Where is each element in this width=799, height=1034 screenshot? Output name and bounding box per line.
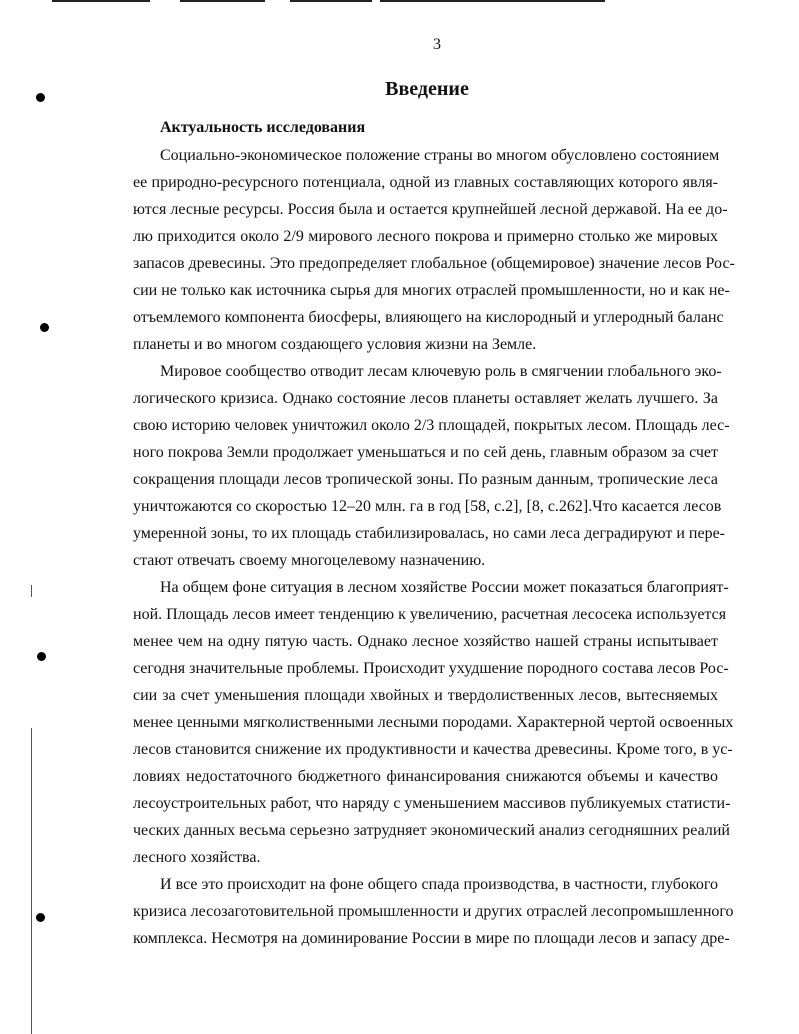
scan-edge-line bbox=[180, 0, 265, 2]
text-line: лю приходится около 2/9 мирового лесного покрова и примерно столько же мировых bbox=[133, 228, 718, 245]
text-line: сии за счет уменьшения площади хвойных и твердолиственных лесов, вытесняемых bbox=[133, 687, 718, 704]
binder-hole-mark bbox=[36, 913, 45, 922]
section-heading: Актуальность исследования bbox=[160, 119, 366, 136]
text-line: уничтожаются со скоростью 12–20 млн. га в год [58, с.2], [8, с.262].Что касается лесов bbox=[133, 498, 722, 515]
text-line: умеренной зоны, то их площадь стабилизировалась, но сами леса деградируют и пере- bbox=[133, 525, 726, 542]
binder-hole-mark bbox=[37, 652, 46, 661]
text-line: лесного хозяйства. bbox=[133, 849, 261, 866]
text-line: сии не только как источника сырья для многих отраслей промышленности, но и как не- bbox=[133, 282, 730, 299]
text-line: ее природно-ресурсного потенциала, одной из главных составляющих которого явля- bbox=[133, 174, 718, 191]
text-line: ного покрова Земли продолжает уменьшаться и по сей день, главным образом за счет bbox=[133, 444, 718, 461]
scan-margin-mark bbox=[31, 585, 32, 597]
text-line: свою историю человек уничтожил около 2/3 площадей, покрытых лесом. Площадь лес- bbox=[133, 417, 730, 434]
text-line: Социально-экономическое положение страны во многом обусловлено состоянием bbox=[160, 147, 720, 164]
text-line: ются лесные ресурсы. Россия была и остается крупнейшей лесной державой. На ее до- bbox=[133, 201, 728, 218]
text-line: комплекса. Несмотря на доминирование России в мире по площади лесов и запасу дре- bbox=[133, 930, 730, 947]
text-line: стают отвечать своему многоцелевому назначению. bbox=[133, 552, 486, 569]
text-line: ловиях недостаточного бюджетного финансирования снижаются объемы и качество bbox=[133, 768, 718, 785]
scan-margin-line bbox=[31, 728, 32, 1034]
scan-edge-line bbox=[52, 0, 150, 2]
text-line: ной. Площадь лесов имеет тенденцию к увеличению, расчетная лесосека используется bbox=[133, 606, 727, 623]
text-line: запасов древесины. Это предопределяет глобальное (общемировое) значение лесов Рос- bbox=[133, 255, 735, 272]
text-line: ческих данных весьма серьезно затрудняет экономический анализ сегодняшних реалий bbox=[133, 822, 730, 839]
text-line: кризиса лесозаготовительной промышленности и других отраслей лесопромышленного bbox=[133, 903, 734, 920]
scan-edge-line bbox=[290, 0, 372, 2]
text-line: И все это происходит на фоне общего спада производства, в частности, глубокого bbox=[160, 876, 718, 893]
page-title: Введение bbox=[385, 78, 469, 100]
text-line: менее ценными мягколиственными лесными породами. Характерной чертой освоенных bbox=[133, 714, 734, 731]
text-line: лесоустроительных работ, что наряду с уменьшением массивов публикуемых статисти- bbox=[133, 795, 731, 812]
text-line: лесов становится снижение их продуктивности и качества древесины. Кроме того, в ус- bbox=[133, 741, 733, 758]
text-line: На общем фоне ситуация в лесном хозяйстве России может показаться благоприят- bbox=[160, 579, 729, 596]
page-number: 3 bbox=[433, 36, 441, 53]
text-line: отъемлемого компонента биосферы, влияющего на кислородный и углеродный баланс bbox=[133, 309, 724, 326]
binder-hole-mark bbox=[40, 323, 49, 332]
text-line: логического кризиса. Однако состояние лесов планеты оставляет желать лучшего. За bbox=[133, 390, 718, 407]
text-line: планеты и во многом создающего условия жизни на Земле. bbox=[133, 336, 537, 353]
scan-edge-line bbox=[380, 0, 605, 2]
text-line: сокращения площади лесов тропической зоны. По разным данным, тропические леса bbox=[133, 471, 718, 488]
text-line: Мировое сообщество отводит лесам ключевую роль в смягчении глобального эко- bbox=[160, 363, 722, 380]
text-line: сегодня значительные проблемы. Происходит ухудшение породного состава лесов Рос- bbox=[133, 660, 729, 677]
text-line: менее чем на одну пятую часть. Однако лесное хозяйство нашей страны испытывает bbox=[133, 633, 718, 650]
